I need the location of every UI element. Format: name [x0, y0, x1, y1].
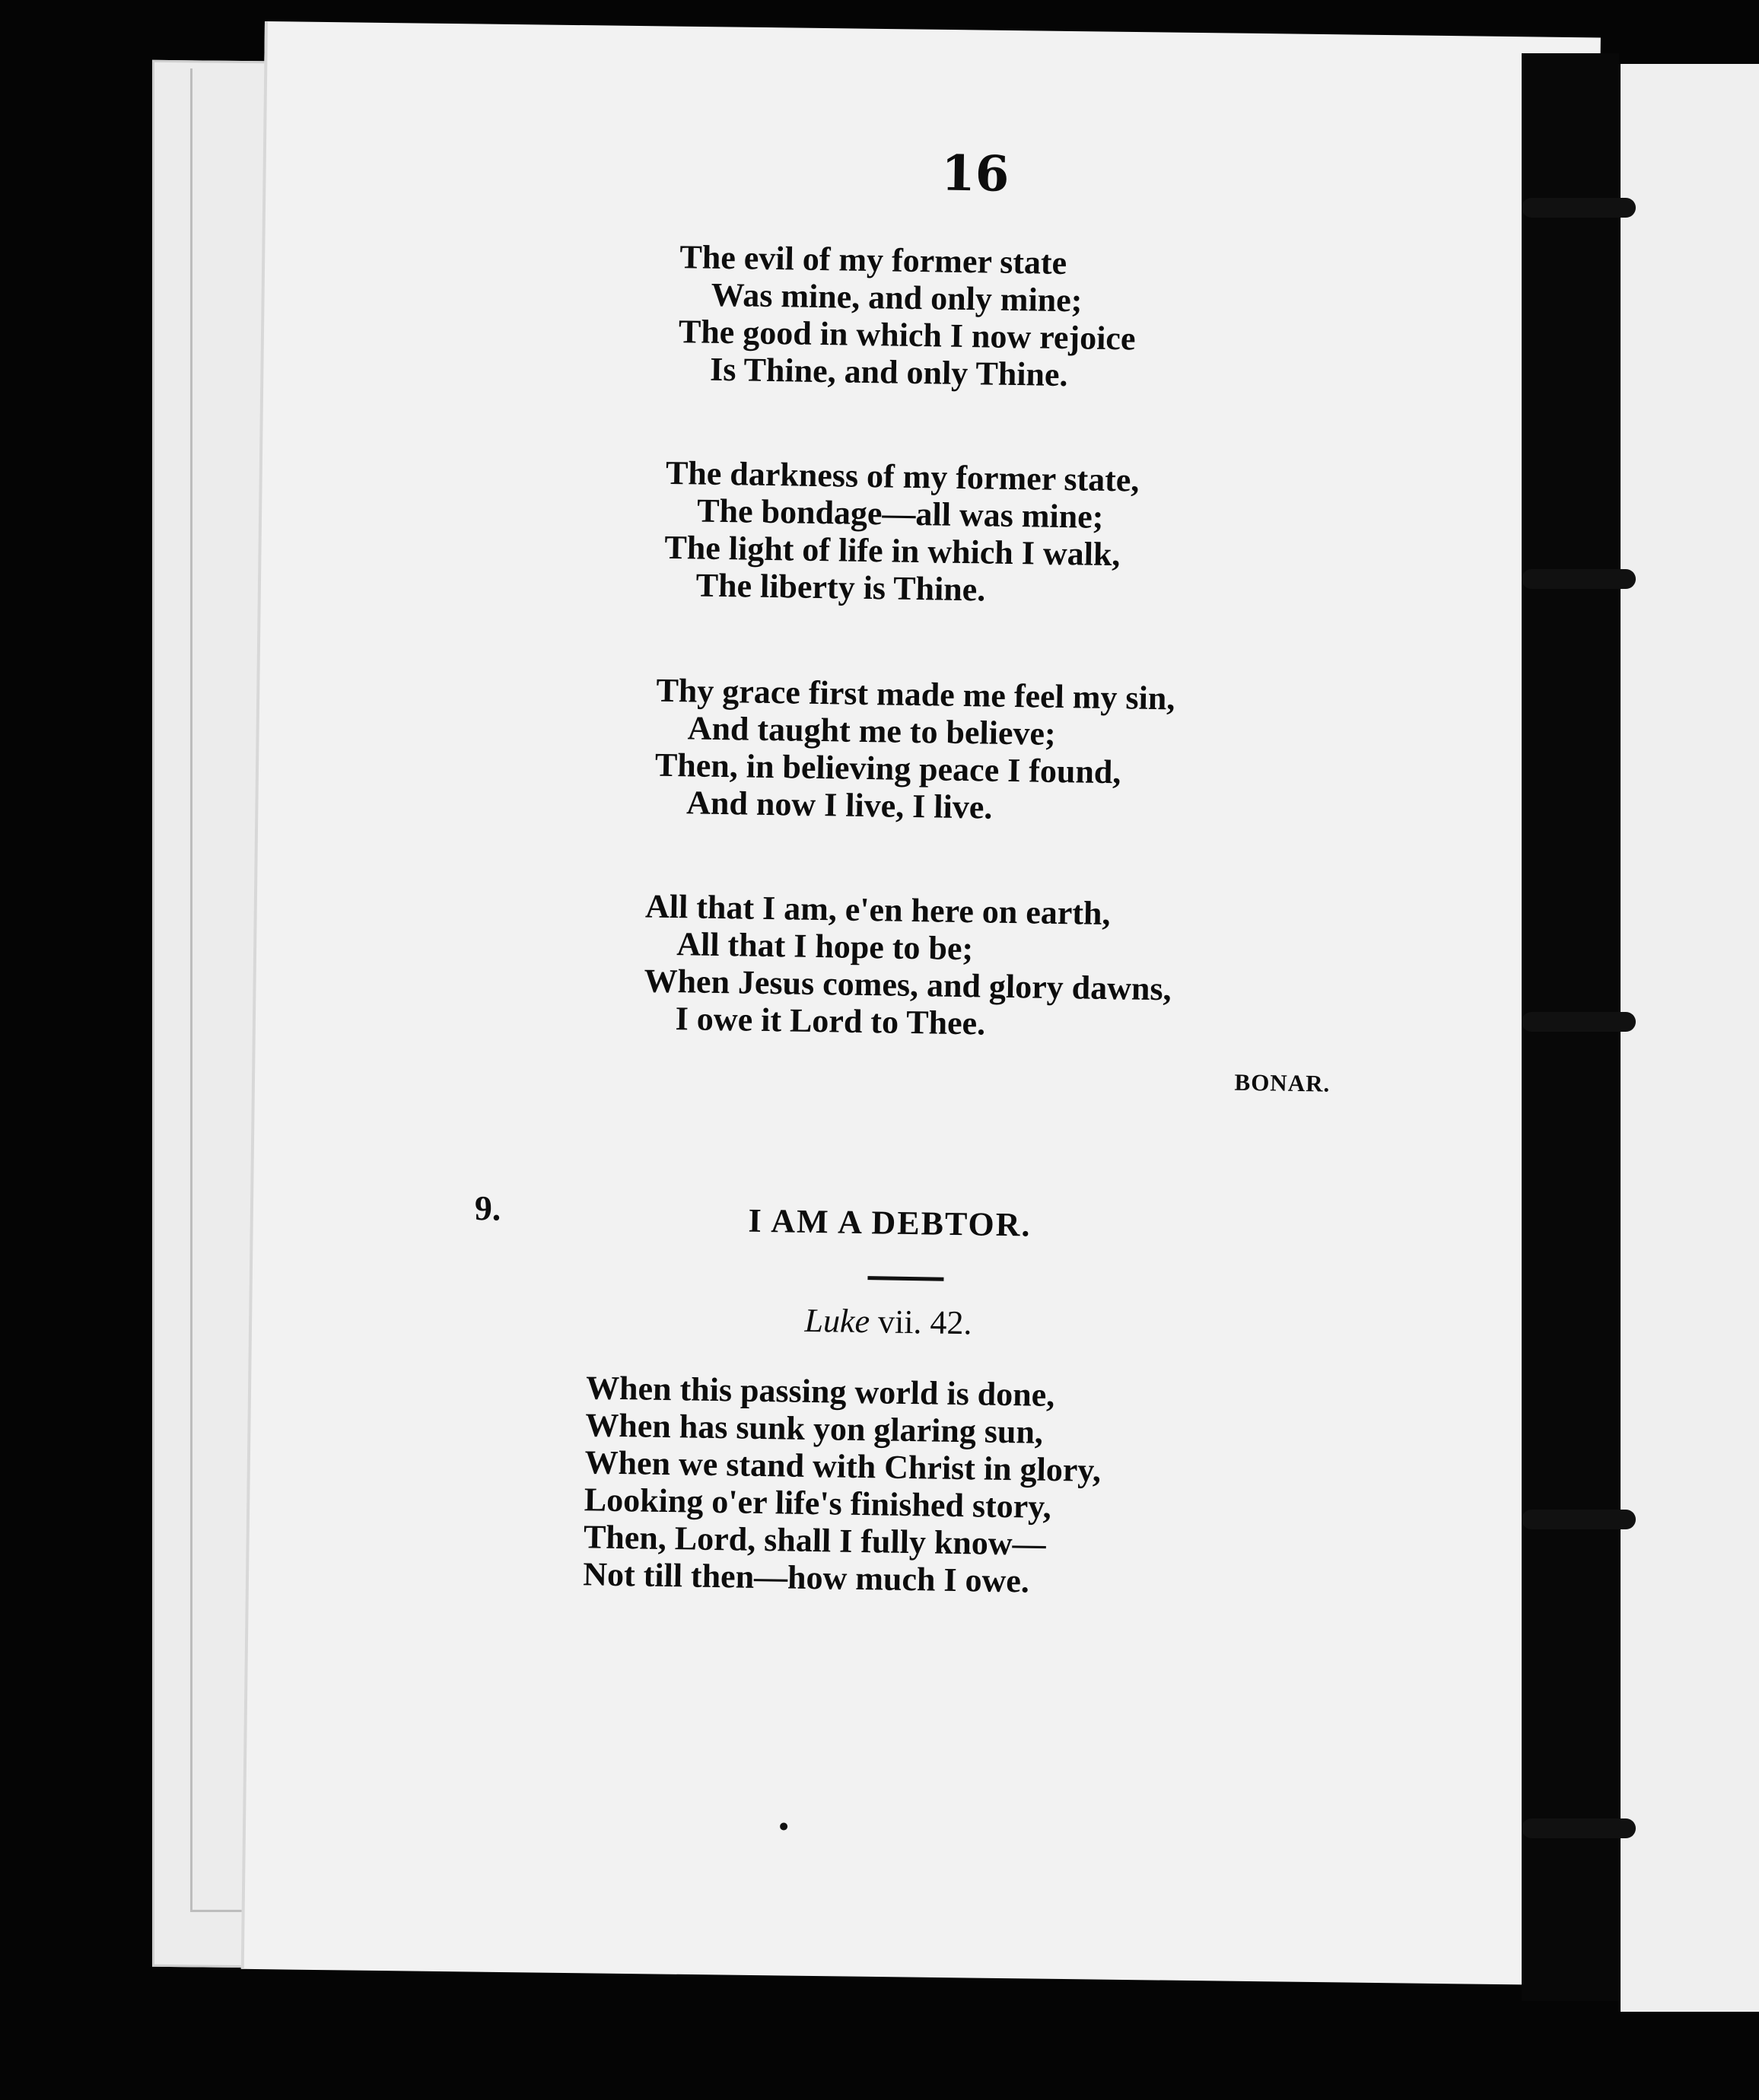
stanza-1: [678, 238, 1137, 394]
scripture-verse: vii. 42.: [877, 1303, 972, 1342]
verse-line: All that I hope to be;: [676, 925, 974, 968]
stanza-2: [663, 454, 1139, 611]
verse-line: Then, in believing peace I found,: [654, 746, 1121, 791]
hymn-title: I AM A DEBTOR.: [748, 1201, 1032, 1244]
verse-line: And taught me to believe;: [687, 709, 1057, 752]
verse-line: The bondage—all was mine;: [696, 492, 1104, 536]
verse-line: The darkness of my former state,: [665, 453, 1140, 499]
hymn-number: 9.: [474, 1188, 501, 1228]
verse-line: The evil of my former state: [679, 238, 1067, 282]
verse-line: Was mine, and only mine;: [711, 275, 1083, 320]
stanza-3: [654, 672, 1175, 829]
verse-line: Then, Lord, shall I fully know—: [583, 1518, 1047, 1563]
verse-line: I owe it Lord to Thee.: [675, 1000, 986, 1042]
verse-line: Thy grace first made me feel my sin,: [656, 671, 1175, 718]
verse-line: The light of life in which I walk,: [664, 528, 1121, 574]
verse-line: When we stand with Christ in glory,: [584, 1443, 1102, 1489]
verse-line: And now I live, I live.: [685, 784, 993, 826]
verse-line: All that I am, e'en here on earth,: [644, 887, 1111, 933]
verse-line: Is Thine, and only Thine.: [709, 350, 1068, 394]
scripture-book: Luke: [804, 1301, 870, 1341]
title-rule: [867, 1276, 943, 1281]
hymn-9-stanza-1: [583, 1369, 1102, 1601]
verse-line: Looking o'er life's finished story,: [584, 1481, 1052, 1526]
verse-line: The liberty is Thine.: [695, 566, 986, 609]
page-number: 16: [940, 145, 1010, 203]
verse-line: When this passing world is done,: [585, 1369, 1055, 1414]
scripture-reference: [804, 1301, 972, 1342]
stanza-4: [643, 887, 1172, 1045]
verse-line: The good in which I now rejoice: [678, 313, 1136, 358]
verse-line: When has sunk yon glaring sun,: [584, 1406, 1044, 1451]
verse-line: When Jesus comes, and glory dawns,: [644, 962, 1172, 1008]
ink-speck: [780, 1822, 787, 1830]
author-attribution: BONAR.: [1234, 1068, 1331, 1097]
verse-line: Not till then—how much I owe.: [582, 1555, 1030, 1600]
